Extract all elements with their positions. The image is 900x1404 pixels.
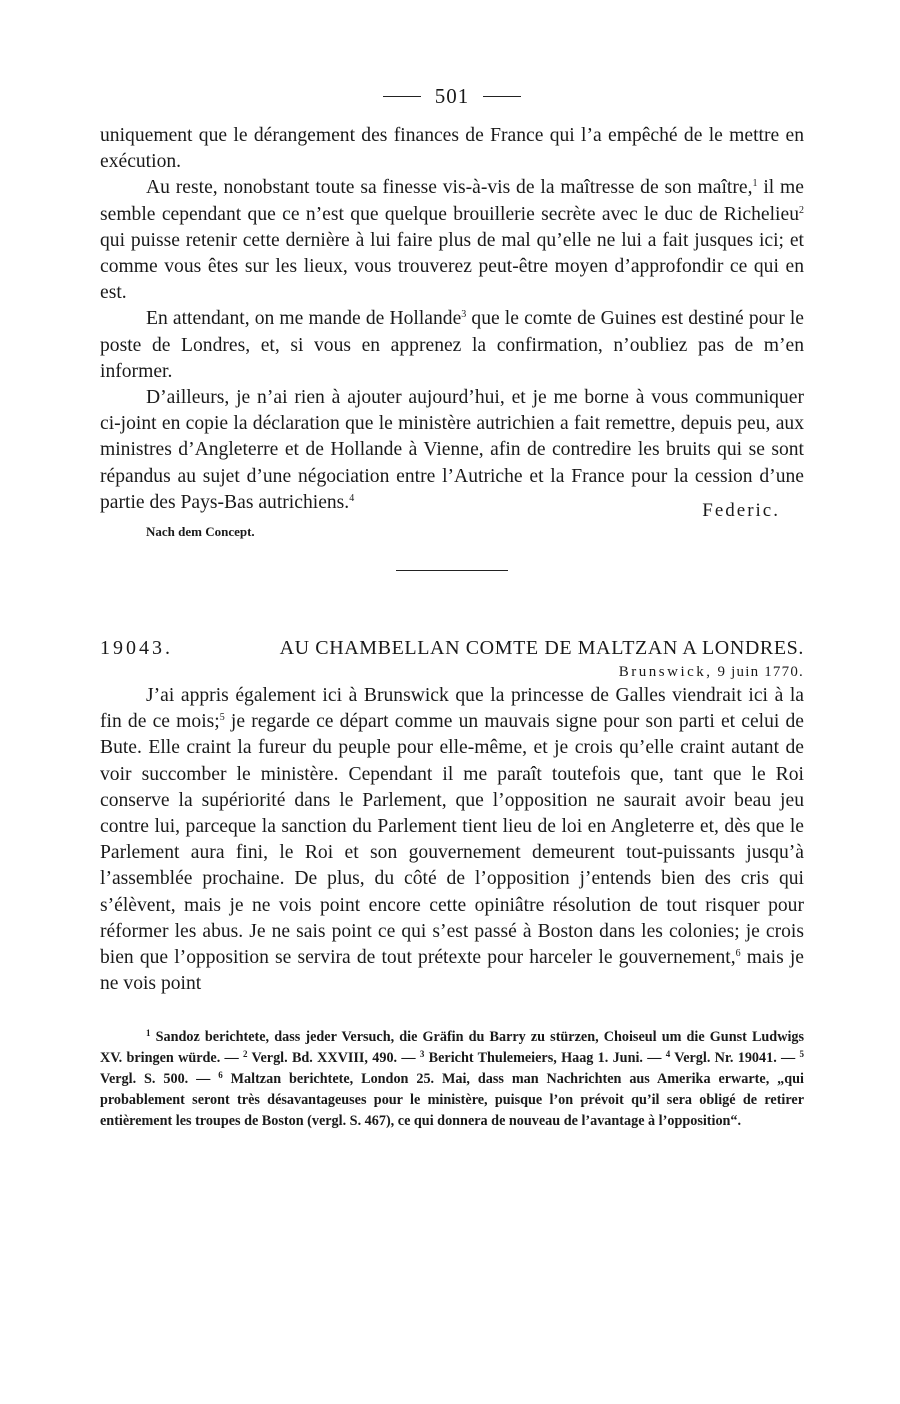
footnote-ref: 1: [752, 178, 758, 190]
footnote-text: Vergl. Bd. XXVIII, 490. —: [247, 1050, 420, 1067]
footnote-text: Vergl. S. 500. —: [100, 1071, 219, 1088]
signature: Federic.: [702, 500, 780, 522]
letter-place: Brunswick,: [618, 664, 713, 681]
text-run: je regarde ce départ comme un mauvais signe pour son parti et celui de Bute. Elle craint la fureur du peuple pour elle-même, et je crois qu’elle craint autant de voir succomber le ministère. Cependant il me paraît toutefois que, tant que le Roi conserve la supériorité dans le Parlement, que l’opposition ne saurait avoir beau jeu contre lui, parceque la sanction du Parlement tient lieu de loi en Angleterre et, dès que le Parlement aura fini, le Roi et son gouvernement demeurent tout-puissants jusqu’à l’assemblée prochaine. De plus, du côté de l’opposition j’entends bien des cris qui s’élèvent, mais je ne vois point encore cette opiniâtre résolution de tout risquer pour réformer les abus. Je ne sais point ce qui s’est passé à Boston dans les colonies; je crois bien que l’opposition se servira de tout prétexte pour harceler le gouvernement,: [100, 711, 804, 969]
footnote-marker: 4: [665, 1049, 671, 1060]
text-run: En attendant, on me mande de Hollande: [146, 308, 462, 330]
footnote-ref: 4: [349, 492, 355, 504]
page-number: 501: [434, 84, 470, 108]
footnote-text: Maltzan berichtete, London 25. Mai, dass man Nachrichten aus Amerika erwarte, „qui probablement seront très désavantageuses pour le ministère, puisque l’on prévoit qu’il sera obligé de retirer entièrement les troupes de Boston (vergl. S. 467), ce qui donnera de nouveau de l’avantage à l’opposition“.: [100, 1071, 804, 1130]
text-run: J’ai appris également ici à Brunswick que la princesse de Galles viendrait ici à la fin de ce mois;: [100, 685, 804, 733]
letter-date: 9 juin 1770.: [717, 664, 804, 681]
previous-letter: [100, 123, 804, 540]
footnotes: [100, 1027, 804, 1132]
paragraph: [100, 123, 804, 175]
section-divider: [396, 570, 508, 571]
letter-number: 19043.: [100, 637, 173, 660]
footnote-block: [100, 1027, 804, 1132]
text-run: D’ailleurs, je n’ai rien à ajouter aujourd’hui, et je me borne à vous communiquer ci-joint en copie la déclaration que le ministère autrichien a fait remettre, depuis peu, aux ministres d’Angleterre et de Hollande à Vienne, afin de contredire les bruits qui se sont répandus au sujet d’une négociation entre l’Autriche et la France pour la cession d’une partie des Pays-Bas autrichiens.: [100, 387, 804, 513]
header-rule-right: [483, 96, 521, 97]
text-run: que le comte de Guines est destiné pour le poste de Londres, et, si vous en apprenez la confirmation, n’oubliez pas de m’en informer.: [100, 308, 804, 382]
text-run: qui puisse retenir cette dernière à lui faire plus de mal qu’elle ne lui a fait jusques ici; et comme vous êtes sur les lieux, vous trouverez peut-être moyen d’approfondir ce qui en est.: [100, 229, 804, 304]
document-page: [100, 84, 804, 1132]
header-rule-left: [383, 96, 421, 97]
footnote-ref: 6: [735, 948, 741, 960]
footnote-marker: 6: [218, 1070, 223, 1081]
letter: [100, 637, 804, 997]
letter-title: AU CHAMBELLAN COMTE DE MALTZAN A LONDRES.: [279, 637, 804, 660]
paragraph: [100, 385, 804, 516]
letter-dateline: [100, 664, 804, 681]
paragraph: [100, 306, 804, 385]
footnote-marker: 2: [243, 1049, 248, 1060]
source-note: Nach dem Concept.: [146, 524, 255, 540]
paragraph: [100, 683, 804, 997]
footnote-text: Bericht Thulemeiers, Haag 1. Juni. —: [424, 1050, 666, 1067]
page-header: [100, 84, 804, 109]
footnote-marker: 5: [799, 1049, 804, 1060]
footnote-marker: 3: [419, 1049, 425, 1060]
footnote-ref: 2: [799, 204, 804, 216]
footnote-marker: 1: [146, 1028, 151, 1039]
letter-heading: [100, 637, 804, 660]
paragraph: [100, 175, 804, 306]
text-run: uniquement que le dérangement des finances de France qui l’a empêché de le mettre en exécution.: [100, 125, 804, 173]
text-run: mais je ne vois point: [100, 947, 804, 995]
footnote-ref: 3: [461, 309, 467, 321]
footnote-text: Vergl. Nr. 19041. —: [670, 1050, 800, 1067]
text-run: il me semble cependant que ce n’est que quelque brouillerie secrète avec le duc de Richelieu: [100, 177, 804, 225]
text-run: Au reste, nonobstant toute sa finesse vis-à-vis de la maîtresse de son maître,: [146, 177, 753, 199]
footnote-ref: 5: [219, 712, 225, 724]
footnote-text: Sandoz berichtete, dass jeder Versuch, die Gräfin du Barry zu stürzen, Choiseul um die Gunst Ludwigs XV. bringen würde. —: [100, 1029, 804, 1067]
